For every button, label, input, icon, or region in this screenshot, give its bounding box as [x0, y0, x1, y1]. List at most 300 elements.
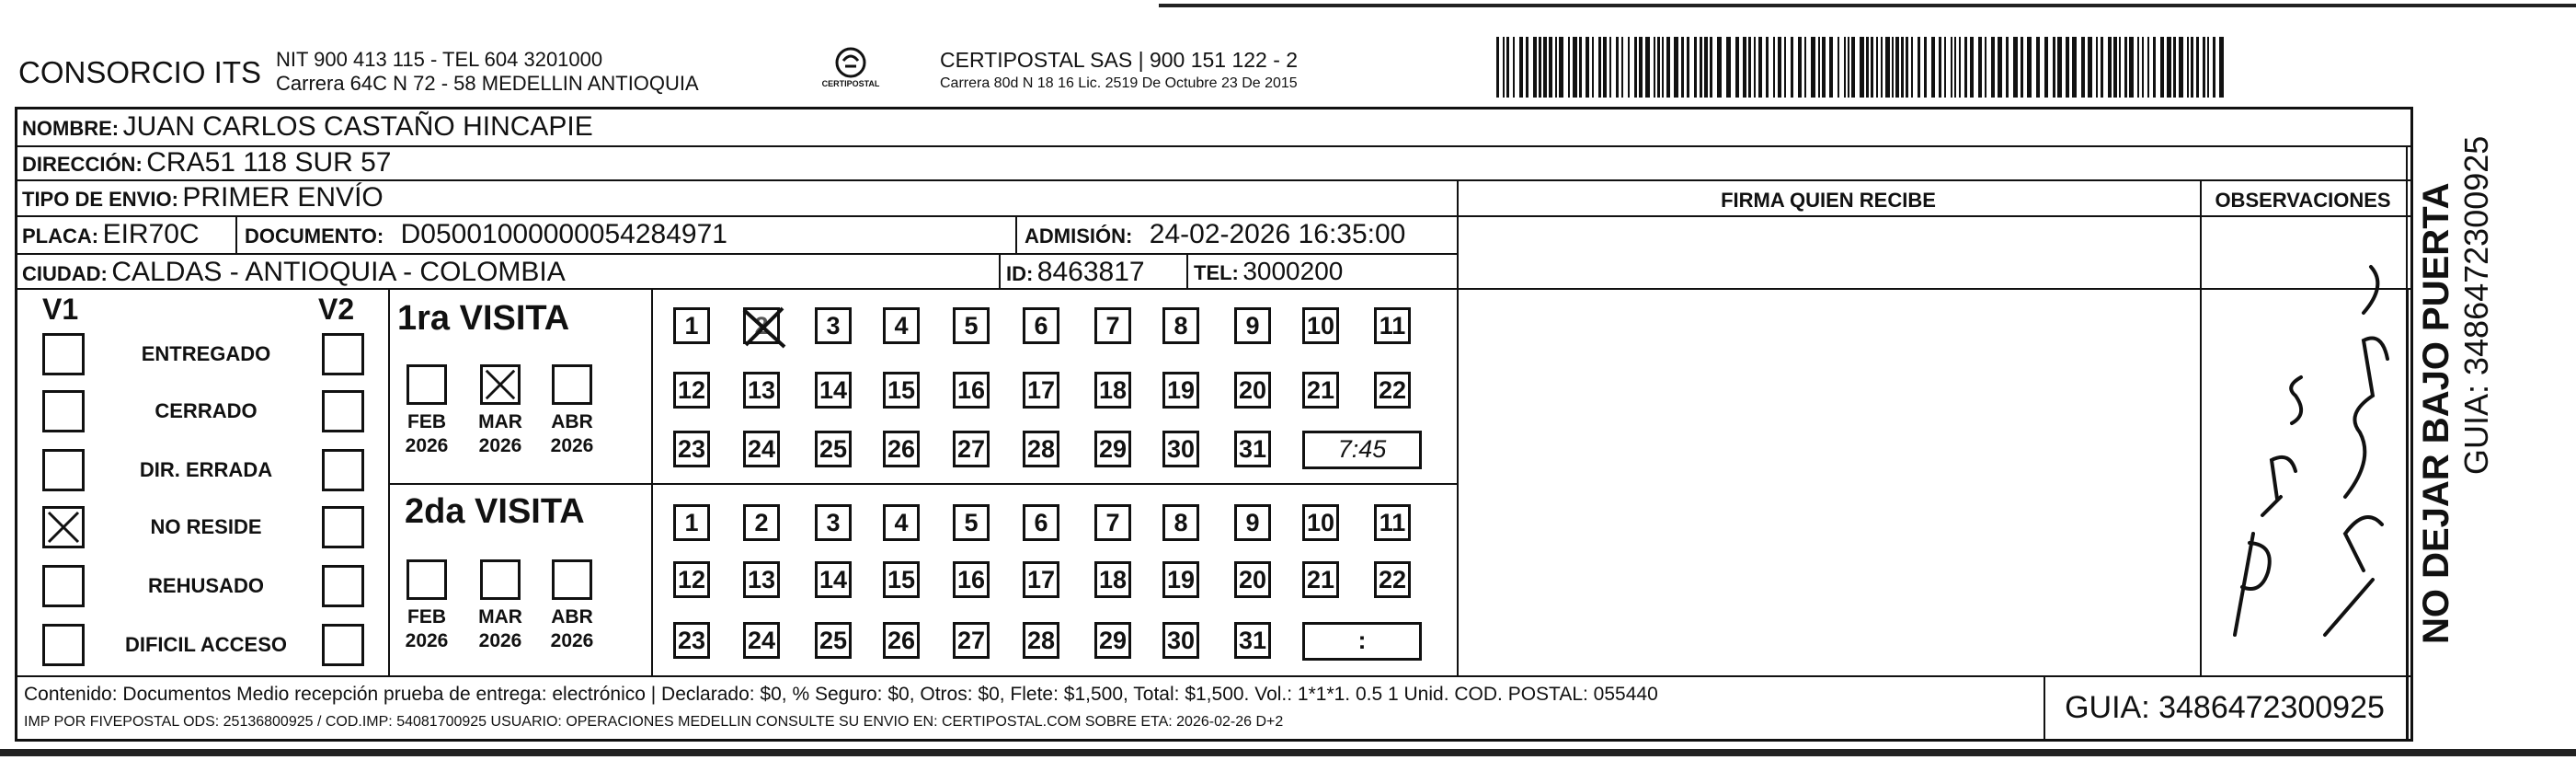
barcode-bar [1924, 37, 1927, 98]
barcode-bar [1628, 37, 1630, 98]
month-year: 2026 [550, 435, 594, 456]
day-number: 2 [754, 312, 769, 340]
barcode-bar [2113, 37, 2117, 98]
tel-field [1194, 257, 1343, 286]
day-box[interactable] [1094, 504, 1131, 541]
v2-heading: V2 [318, 293, 355, 326]
day-box[interactable] [1162, 307, 1199, 344]
day-number: 24 [747, 627, 776, 654]
status-option-label: REHUSADO [148, 574, 264, 597]
side-guia: GUIA: 3486472300925 [2457, 135, 2495, 475]
day-box[interactable] [883, 431, 920, 467]
barcode-bar [1838, 37, 1839, 98]
day-number: 12 [677, 566, 706, 593]
day-box[interactable] [815, 561, 852, 598]
day-number: 8 [1174, 312, 1188, 340]
day-box[interactable] [1302, 561, 1339, 598]
day-number: 15 [887, 566, 916, 593]
month-year: 2026 [478, 435, 522, 456]
day-box[interactable] [743, 561, 780, 598]
barcode-bar [1639, 37, 1643, 98]
month-name: MAR [478, 606, 522, 628]
barcode-bar [1634, 37, 1637, 98]
day-box[interactable] [1023, 372, 1059, 409]
barcode-bar [1700, 37, 1702, 98]
v1-checkbox[interactable] [42, 449, 85, 491]
admision-field [1025, 219, 1405, 250]
v1-checkbox[interactable] [42, 333, 85, 375]
day-box[interactable] [953, 431, 990, 467]
barcode-bar [1892, 37, 1894, 98]
day-box[interactable] [1023, 431, 1059, 467]
day-number: 28 [1026, 435, 1056, 463]
day-number: 30 [1166, 627, 1196, 654]
month-year: 2026 [405, 435, 449, 456]
day-box[interactable] [953, 307, 990, 344]
id-label: ID: [1006, 262, 1034, 285]
day-number: 6 [1034, 509, 1048, 536]
day-number: 6 [1034, 312, 1048, 340]
barcode-bar [1939, 37, 1941, 98]
day-box[interactable] [883, 622, 920, 659]
day-number: 26 [887, 435, 916, 463]
month-checkbox[interactable] [552, 364, 592, 405]
day-box[interactable] [1023, 504, 1059, 541]
day-number: 17 [1026, 566, 1056, 593]
month-name: ABR [551, 606, 593, 628]
day-box[interactable] [953, 504, 990, 541]
company-address: Carrera 64C N 72 - 58 MEDELLIN ANTIOQUIA [276, 72, 699, 95]
placa-label: PLACA: [22, 225, 99, 248]
v1-checkbox[interactable] [42, 390, 85, 432]
day-box[interactable] [1374, 307, 1411, 344]
barcode-bar [1519, 37, 1523, 98]
day-box[interactable] [673, 504, 710, 541]
barcode-bar [1766, 37, 1769, 98]
day-box[interactable] [743, 431, 780, 467]
barcode-bar [1773, 37, 1775, 98]
day-number: 19 [1166, 566, 1196, 593]
day-box[interactable] [1302, 307, 1339, 344]
barcode-bar [2167, 37, 2171, 98]
barcode-bar [1970, 37, 1974, 98]
scan-edge [0, 749, 2576, 756]
day-box[interactable] [1374, 504, 1411, 541]
barcode-bar [1991, 37, 1995, 98]
month-name: MAR [478, 411, 522, 432]
visit2-title: 2da VISITA [405, 492, 585, 531]
day-box[interactable] [1162, 504, 1199, 541]
barcode-bar [1954, 37, 1956, 98]
month-name: FEB [407, 411, 446, 432]
day-box[interactable] [1234, 561, 1271, 598]
barcode-bar [1866, 37, 1869, 98]
day-box[interactable] [1023, 561, 1059, 598]
day-box[interactable] [673, 372, 710, 409]
day-number: 23 [677, 435, 706, 463]
barcode-bar [1804, 37, 1806, 98]
barcode-bar [1526, 37, 1528, 98]
placa-value: EIR70C [102, 219, 200, 249]
day-number: 22 [1378, 566, 1407, 593]
barcode [1496, 37, 2227, 98]
day-number: 26 [887, 627, 916, 654]
barcode-bar [1911, 37, 1913, 98]
month-year: 2026 [550, 630, 594, 651]
day-box[interactable] [1023, 307, 1059, 344]
day-box[interactable] [743, 622, 780, 659]
barcode-bar [1681, 37, 1684, 98]
firma-label: FIRMA QUIEN RECIBE [1721, 189, 1936, 212]
day-number: 27 [956, 435, 986, 463]
barcode-bar [2057, 37, 2062, 98]
barcode-bar [2179, 37, 2183, 98]
barcode-bar [1851, 37, 1855, 98]
day-number: 12 [677, 376, 706, 404]
ciudad-field [22, 257, 566, 288]
barcode-bar [1906, 37, 1908, 98]
status-option-label: DIR. ERRADA [139, 458, 273, 481]
day-number: 30 [1166, 435, 1196, 463]
barcode-bar [1549, 37, 1552, 98]
barcode-bar [1931, 37, 1935, 98]
barcode-bar [1876, 37, 1878, 98]
barcode-bar [1918, 37, 1920, 98]
day-box[interactable] [673, 307, 710, 344]
day-box[interactable] [673, 431, 710, 467]
barcode-bar [1704, 37, 1708, 98]
day-box[interactable] [883, 372, 920, 409]
nombre-field [22, 111, 593, 143]
barcode-bar [1598, 37, 1601, 98]
month-checkbox[interactable] [406, 364, 447, 405]
day-number: 19 [1166, 376, 1196, 404]
barcode-bar [1592, 37, 1594, 98]
barcode-bar [1621, 37, 1623, 98]
month-checkbox[interactable] [480, 559, 521, 600]
admision-label: ADMISIÓN: [1025, 225, 1133, 248]
barcode-bar [1568, 37, 1570, 98]
day-box[interactable] [1023, 622, 1059, 659]
day-box[interactable] [1234, 372, 1271, 409]
day-box[interactable] [953, 372, 990, 409]
v2-checkbox[interactable] [322, 506, 364, 548]
day-box[interactable] [1234, 307, 1271, 344]
day-number: 7 [1105, 509, 1120, 536]
barcode-bar [1743, 37, 1746, 98]
barcode-bar [2137, 37, 2139, 98]
barcode-bar [2021, 37, 2023, 98]
barcode-bar [2142, 37, 2144, 98]
barcode-bar [1959, 37, 1961, 98]
day-box[interactable] [1302, 504, 1339, 541]
barcode-bar [2101, 37, 2103, 98]
nombre-label: NOMBRE: [22, 117, 120, 140]
barcode-bar [1829, 37, 1833, 98]
time-value: : [1357, 627, 1367, 654]
day-box[interactable] [673, 561, 710, 598]
placa-field [22, 219, 200, 250]
barcode-bar [1539, 37, 1541, 98]
v1-checkbox[interactable] [42, 506, 85, 548]
barcode-bar [1885, 37, 1890, 98]
id-value: 8463817 [1036, 257, 1145, 287]
day-number: 31 [1238, 435, 1267, 463]
tipo-value: PRIMER ENVÍO [182, 182, 384, 213]
day-box[interactable] [883, 561, 920, 598]
day-number: 1 [684, 509, 699, 536]
id-field [1006, 257, 1145, 288]
barcode-bar [2203, 37, 2205, 98]
barcode-bar [1662, 37, 1664, 98]
day-number: 14 [819, 566, 848, 593]
month-name: ABR [551, 411, 593, 432]
barcode-bar [1503, 37, 1505, 98]
month-name: FEB [407, 606, 446, 628]
barcode-bar [1735, 37, 1739, 98]
month-checkbox[interactable] [406, 559, 447, 600]
barcode-bar [2207, 37, 2209, 98]
barcode-bar [1951, 37, 1952, 98]
barcode-bar [2006, 37, 2009, 98]
day-box[interactable] [1234, 504, 1271, 541]
company-nit: NIT 900 413 115 - TEL 604 3201000 [276, 48, 603, 71]
courier-logo-text: CERTIPOSTAL [821, 79, 880, 88]
barcode-bar [1717, 37, 1722, 98]
day-number: 4 [894, 509, 909, 536]
day-number: 16 [956, 376, 986, 404]
barcode-bar [1687, 37, 1689, 98]
barcode-bar [2147, 37, 2149, 98]
v1-checkbox[interactable] [42, 565, 85, 607]
barcode-bar [1726, 37, 1731, 98]
day-box[interactable] [953, 561, 990, 598]
barcode-bar [1666, 37, 1670, 98]
barcode-bar [1758, 37, 1762, 98]
barcode-bar [1657, 37, 1660, 98]
barcode-bar [1964, 37, 1967, 98]
day-number: 9 [1245, 312, 1260, 340]
day-number: 11 [1379, 312, 1406, 340]
day-box[interactable] [1162, 372, 1199, 409]
barcode-bar [2108, 37, 2112, 98]
v1-checkbox[interactable] [42, 624, 85, 666]
direccion-label: DIRECCIÓN: [22, 153, 143, 176]
barcode-bar [2119, 37, 2121, 98]
barcode-bar [2187, 37, 2189, 98]
day-box[interactable] [1374, 561, 1411, 598]
time-box[interactable] [1302, 622, 1422, 661]
day-box[interactable] [1094, 622, 1131, 659]
day-number: 21 [1306, 376, 1335, 404]
barcode-bar [1603, 37, 1607, 98]
time-box[interactable] [1302, 431, 1422, 469]
barcode-bar [1616, 37, 1619, 98]
barcode-bar [2096, 37, 2098, 98]
admision-value: 24-02-2026 16:35:00 [1149, 219, 1406, 249]
tel-label: TEL: [1194, 261, 1239, 284]
barcode-bar [1778, 37, 1781, 98]
barcode-bar [1609, 37, 1611, 98]
barcode-bar [2044, 37, 2048, 98]
barcode-bar [1710, 37, 1712, 98]
day-number: 7 [1105, 312, 1120, 340]
barcode-bar [1674, 37, 1678, 98]
barcode-bar [1998, 37, 2002, 98]
barcode-bar [1985, 37, 1986, 98]
day-box[interactable] [1234, 431, 1271, 467]
day-box[interactable] [673, 622, 710, 659]
observations-handwriting [2207, 230, 2400, 672]
v2-checkbox[interactable] [322, 565, 364, 607]
day-number: 13 [747, 566, 776, 593]
side-text [2415, 129, 2496, 644]
day-box[interactable] [1374, 372, 1411, 409]
v2-checkbox[interactable] [322, 333, 364, 375]
barcode-bar [1798, 37, 1802, 98]
barcode-bar [2160, 37, 2164, 98]
day-box[interactable] [1234, 622, 1271, 659]
barcode-bar [2196, 37, 2199, 98]
day-number: 5 [964, 509, 979, 536]
day-box[interactable] [1094, 372, 1131, 409]
barcode-bar [1791, 37, 1793, 98]
day-number: 4 [894, 312, 909, 340]
barcode-bar [1881, 37, 1883, 98]
barcode-bar [2173, 37, 2176, 98]
barcode-bar [1944, 37, 1946, 98]
courier-logo [814, 44, 887, 99]
day-number: 13 [747, 376, 776, 404]
status-option-label: NO RESIDE [150, 515, 262, 538]
day-number: 27 [956, 627, 986, 654]
day-number: 16 [956, 566, 986, 593]
barcode-bar [2213, 37, 2215, 98]
v2-checkbox[interactable] [322, 449, 364, 491]
day-box[interactable] [1302, 372, 1339, 409]
day-number: 1 [684, 312, 699, 340]
barcode-bar [1871, 37, 1873, 98]
day-number: 15 [887, 376, 916, 404]
barcode-bar [1818, 37, 1820, 98]
direccion-field [22, 147, 391, 178]
barcode-bar [1848, 37, 1849, 98]
day-number: 18 [1098, 376, 1128, 404]
day-box[interactable] [815, 431, 852, 467]
day-number: 9 [1245, 509, 1260, 536]
barcode-bar [2129, 37, 2134, 98]
day-number: 2 [754, 509, 769, 536]
barcode-bar [1559, 37, 1563, 98]
barcode-bar [2081, 37, 2085, 98]
barcode-bar [2072, 37, 2077, 98]
day-box[interactable] [815, 307, 852, 344]
barcode-bar [1513, 37, 1515, 98]
day-box[interactable] [743, 372, 780, 409]
barcode-bar [2027, 37, 2032, 98]
day-box[interactable] [815, 504, 852, 541]
day-box[interactable] [883, 307, 920, 344]
day-box[interactable] [1162, 622, 1199, 659]
barcode-bar [2066, 37, 2069, 98]
day-number: 23 [677, 627, 706, 654]
day-number: 25 [819, 435, 848, 463]
barcode-bar [1543, 37, 1547, 98]
barcode-bar [1506, 37, 1509, 98]
day-number: 25 [819, 627, 848, 654]
barcode-bar [1533, 37, 1537, 98]
time-value: 7:45 [1337, 435, 1387, 463]
day-box[interactable] [815, 622, 852, 659]
barcode-bar [1496, 37, 1499, 98]
day-number: 29 [1098, 627, 1128, 654]
visit1-title: 1ra VISITA [397, 299, 570, 338]
barcode-bar [1645, 37, 1650, 98]
tel-value: 3000200 [1242, 257, 1344, 285]
day-number: 18 [1098, 566, 1128, 593]
barcode-bar [1895, 37, 1899, 98]
day-box[interactable] [953, 622, 990, 659]
day-box[interactable] [743, 307, 780, 344]
day-number: 14 [819, 376, 848, 404]
barcode-bar [2153, 37, 2156, 98]
day-number: 11 [1379, 509, 1406, 536]
barcode-bar [1579, 37, 1582, 98]
day-number: 22 [1378, 376, 1407, 404]
documento-field [245, 219, 727, 250]
barcode-bar [1901, 37, 1904, 98]
barcode-bar [1586, 37, 1589, 98]
day-number: 21 [1306, 566, 1335, 593]
status-option-label: DIFICIL ACCESO [124, 633, 287, 656]
day-box[interactable] [1162, 431, 1199, 467]
month-year: 2026 [478, 630, 522, 651]
v1-heading: V1 [42, 293, 79, 326]
tipo-field [22, 182, 384, 213]
day-box[interactable] [815, 372, 852, 409]
barcode-bar [1844, 37, 1846, 98]
barcode-bar [2053, 37, 2055, 98]
barcode-bar [1978, 37, 1982, 98]
barcode-bar [2013, 37, 2018, 98]
status-option-label: ENTREGADO [141, 342, 271, 365]
documento-value: D05001000000054284971 [400, 219, 727, 249]
courier-address: Carrera 80d N 18 16 Lic. 2519 De Octubre 23 De 2015 [940, 75, 1298, 91]
barcode-bar [2191, 37, 2193, 98]
month-checkbox[interactable] [480, 364, 521, 405]
ciudad-label: CIUDAD: [22, 262, 108, 285]
v2-checkbox[interactable] [322, 624, 364, 666]
footer-guia: GUIA: 3486472300925 [2065, 690, 2385, 725]
no-dejar-notice: NO DEJAR BAJO PUERTA [2416, 182, 2456, 644]
month-checkbox[interactable] [552, 559, 592, 600]
day-box[interactable] [1162, 561, 1199, 598]
day-box[interactable] [1094, 561, 1131, 598]
day-box[interactable] [1094, 431, 1131, 467]
barcode-bar [2124, 37, 2127, 98]
day-box[interactable] [1094, 307, 1131, 344]
barcode-bar [1555, 37, 1557, 98]
barcode-bar [1784, 37, 1786, 98]
v2-checkbox[interactable] [322, 390, 364, 432]
day-box[interactable] [743, 504, 780, 541]
day-number: 10 [1306, 509, 1335, 536]
day-number: 10 [1306, 312, 1335, 340]
barcode-bar [1748, 37, 1751, 98]
barcode-bar [2219, 37, 2224, 98]
day-box[interactable] [883, 504, 920, 541]
documento-label: DOCUMENTO: [245, 225, 384, 248]
